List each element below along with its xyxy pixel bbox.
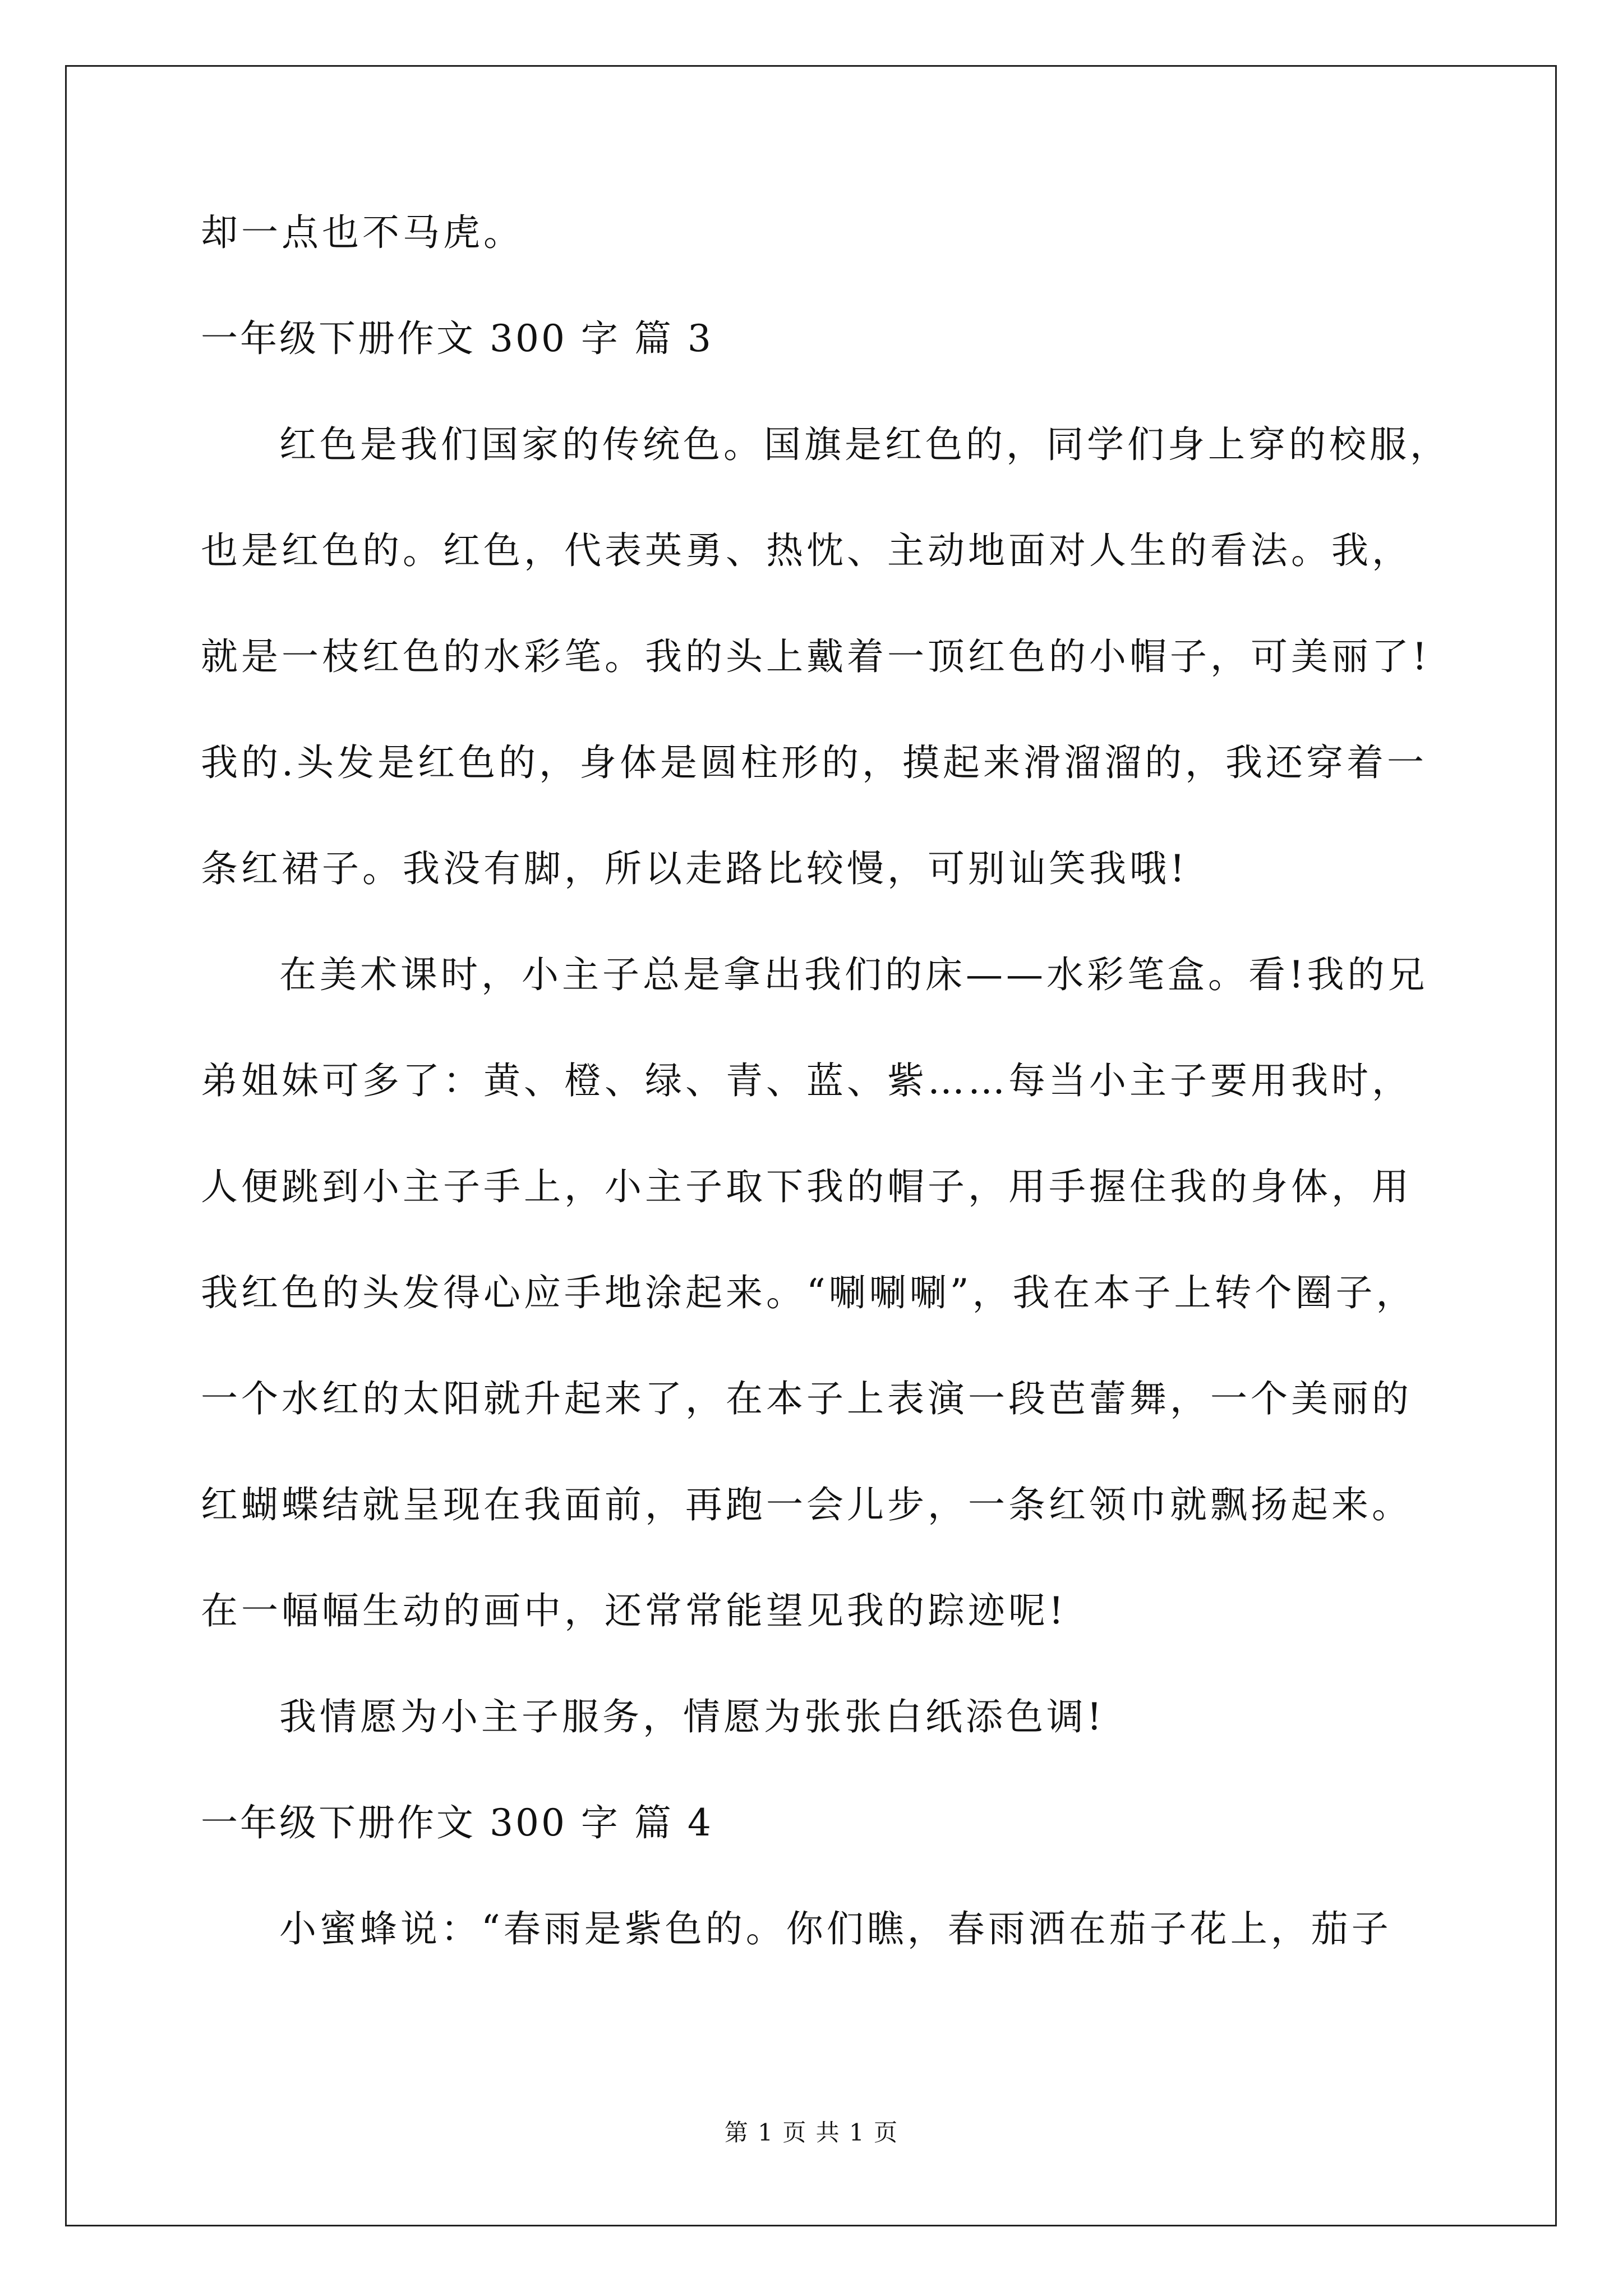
section-heading: 一年级下册作文 300 字 篇 3	[201, 317, 713, 360]
document-body	[201, 208, 1450, 2010]
text-line: 却一点也不马虎。	[201, 211, 524, 254]
text-line: 弟姐妹可多了：黄、橙、绿、青、蓝、紫……每当小主子要用我时，	[201, 1059, 1412, 1102]
section-heading: 一年级下册作文 300 字 篇 4	[201, 1801, 713, 1844]
text-line: 在美术课时，小主子总是拿出我们的床——水彩笔盒。看!我的兄	[279, 953, 1428, 996]
text-line: 我情愿为小主子服务，情愿为张张白纸添色调!	[279, 1695, 1105, 1738]
page-footer: 第 1 页 共 1 页	[724, 2119, 899, 2146]
text-line: 条红裙子。我没有脚，所以走路比较慢，可别讪笑我哦!	[201, 847, 1188, 890]
text-line: 也是红色的。红色，代表英勇、热忱、主动地面对人生的看法。我，	[201, 529, 1412, 572]
text-line: 一个水红的太阳就升起来了，在本子上表演一段芭蕾舞，一个美丽的	[201, 1377, 1412, 1420]
text-line: 在一幅幅生动的画中，还常常能望见我的踪迹呢!	[201, 1589, 1067, 1632]
text-line: 我红色的头发得心应手地涂起来。“唰唰唰”，我在本子上转个圈子，	[201, 1271, 1417, 1314]
text-line: 就是一枝红色的水彩笔。我的头上戴着一顶红色的小帽子，可美丽了!	[201, 635, 1431, 678]
text-line: 红色是我们国家的传统色。国旗是红色的，同学们身上穿的校服，	[279, 423, 1450, 466]
text-line: 人便跳到小主子手上，小主子取下我的帽子，用手握住我的身体，用	[201, 1165, 1412, 1208]
text-line: 小蜜蜂说：“春雨是紫色的。你们瞧，春雨洒在茄子花上，茄子	[279, 1907, 1392, 1950]
text-line: 红蝴蝶结就呈现在我面前，再跑一会儿步，一条红领巾就飘扬起来。	[201, 1483, 1412, 1526]
text-line: 我的.头发是红色的，身体是圆柱形的，摸起来滑溜溜的，我还穿着一	[201, 741, 1427, 784]
